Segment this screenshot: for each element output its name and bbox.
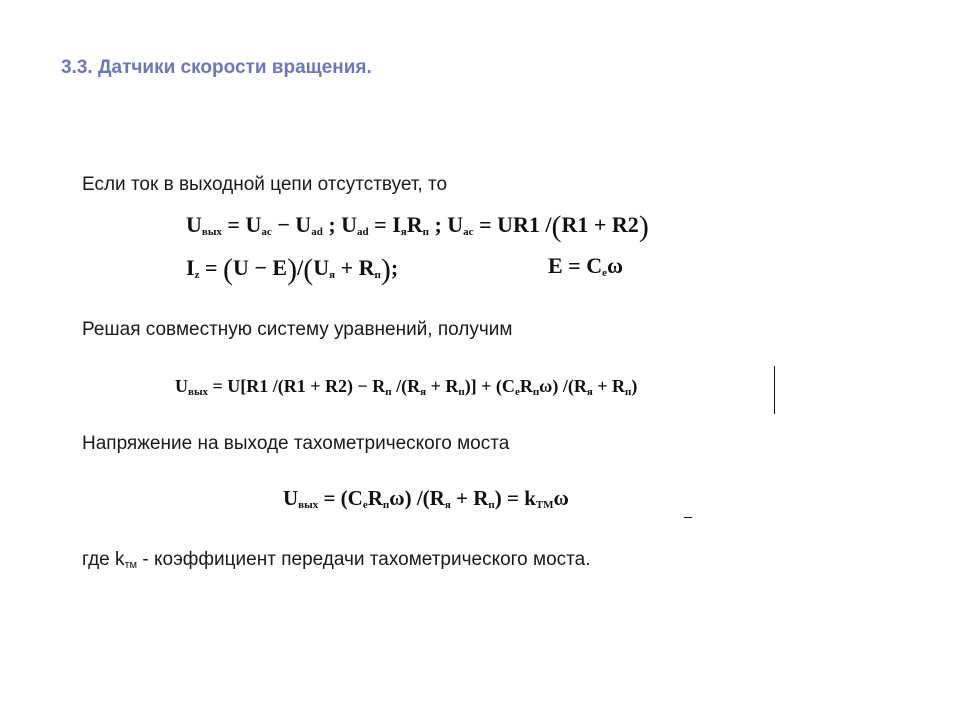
equation-2: $I_z = (U - E)/(U_я + R_п)$; xyxy=(186,253,399,286)
equation-4: $U_{вых} = (C_eR_п\omega) /(R_я + R_п) = k_{ТМ}\omega$ xyxy=(283,486,569,511)
equation-3: $U_{вых} = U[R1$ $/(R1 + R2) - R_п$ $/(R_я + R_п)] + (C_eR_п\omega) /(R_я + R_п)$ xyxy=(175,376,638,398)
equation-4-mark xyxy=(684,517,692,518)
equation-2-emf: $E = C_e\omega$ xyxy=(548,253,624,279)
paragraph-1: Если ток в выходной цепи отсутствует, то xyxy=(82,174,448,195)
equation-1: $U_{вых} = U_{ac} - U_{ad}$ ; $U_{ad} = I_яR_п$ ; $U_{ac} = UR1$ /(R1 + R2) xyxy=(186,210,649,243)
paragraph-2: Решая совместную систему уравнений, получим xyxy=(82,319,513,340)
paragraph-4: где kтм - коэффициент передачи тахометрического моста. xyxy=(82,549,591,571)
paragraph-3: Напряжение на выходе тахометрического моста xyxy=(82,433,510,454)
slide-title: 3.3. Датчики скорости вращения. xyxy=(61,57,372,78)
equation-3-bar xyxy=(774,366,775,414)
